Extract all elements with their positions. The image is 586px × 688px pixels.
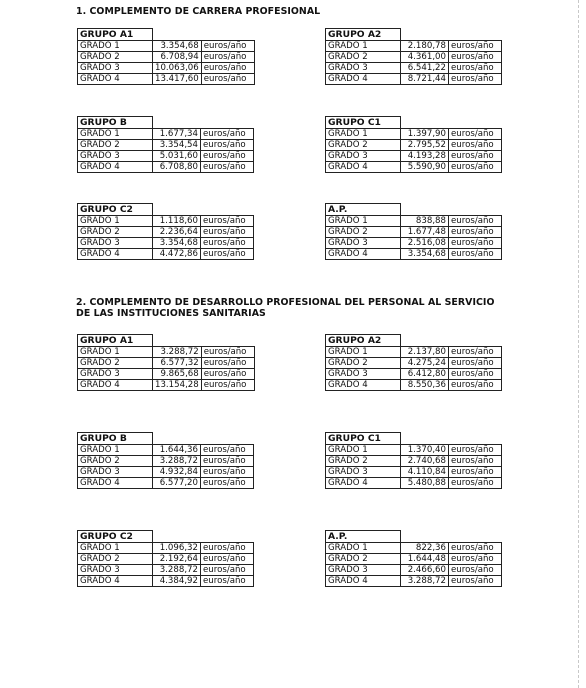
table-row — [78, 467, 254, 478]
group-name: GRUPO B — [78, 117, 153, 129]
table-row — [326, 478, 502, 489]
value-cell: 838,88 — [401, 216, 449, 227]
table-row — [326, 445, 502, 456]
table-row — [78, 554, 254, 565]
unit-cell: euros/año — [201, 249, 254, 260]
value-cell: 1.644,48 — [401, 554, 449, 565]
table-row — [326, 467, 502, 478]
grade-cell: GRADO 2 — [326, 456, 401, 467]
unit-cell: euros/año — [449, 63, 502, 74]
grade-cell: GRADO 3 — [326, 151, 401, 162]
table-row — [78, 369, 255, 380]
grade-cell: GRADO 3 — [78, 151, 153, 162]
grade-cell: GRADO 1 — [78, 41, 153, 52]
table-row — [78, 63, 255, 74]
group-table-s2-1 — [77, 334, 255, 391]
grade-cell: GRADO 4 — [326, 478, 401, 489]
grade-cell: GRADO 4 — [78, 74, 153, 85]
unit-cell: euros/año — [449, 565, 502, 576]
value-cell: 1.677,48 — [401, 227, 449, 238]
unit-cell: euros/año — [201, 63, 254, 74]
value-cell: 13.154,28 — [153, 380, 202, 391]
group-table-s1-3 — [77, 116, 254, 173]
value-cell: 4.275,24 — [401, 358, 449, 369]
table-row — [326, 74, 502, 85]
unit-cell: euros/año — [449, 347, 502, 358]
unit-cell: euros/año — [449, 41, 502, 52]
table-row — [326, 162, 502, 173]
group-header-row — [78, 531, 254, 543]
grade-cell: GRADO 2 — [78, 52, 153, 63]
table-row — [78, 347, 255, 358]
group-table-s1-6 — [325, 203, 502, 260]
grade-cell: GRADO 3 — [326, 63, 401, 74]
grade-cell: GRADO 4 — [78, 162, 153, 173]
value-cell: 5.590,90 — [401, 162, 449, 173]
unit-cell: euros/año — [449, 216, 502, 227]
table-row — [326, 456, 502, 467]
grade-cell: GRADO 2 — [326, 358, 401, 369]
unit-cell: euros/año — [201, 74, 254, 85]
value-cell: 3.354,68 — [153, 41, 202, 52]
grade-cell: GRADO 3 — [78, 369, 153, 380]
table-row — [78, 140, 254, 151]
unit-cell: euros/año — [449, 358, 502, 369]
grade-cell: GRADO 2 — [78, 227, 153, 238]
unit-cell: euros/año — [449, 576, 502, 587]
group-table-s1-4 — [325, 116, 502, 173]
table-row — [326, 543, 502, 554]
value-cell: 1.370,40 — [401, 445, 449, 456]
value-cell: 6.708,94 — [153, 52, 202, 63]
table-row — [326, 63, 502, 74]
grade-cell: GRADO 1 — [78, 216, 153, 227]
value-cell: 3.288,72 — [153, 456, 201, 467]
unit-cell: euros/año — [449, 129, 502, 140]
page-edge-divider — [578, 0, 579, 688]
unit-cell: euros/año — [201, 129, 254, 140]
value-cell: 9.865,68 — [153, 369, 202, 380]
unit-cell: euros/año — [449, 380, 502, 391]
unit-cell: euros/año — [201, 238, 254, 249]
section-2-title — [76, 297, 516, 319]
group-header-row — [326, 531, 502, 543]
unit-cell: euros/año — [201, 41, 254, 52]
group-header-row — [326, 117, 502, 129]
unit-cell: euros/año — [449, 74, 502, 85]
grade-cell: GRADO 4 — [326, 380, 401, 391]
table-row — [78, 74, 255, 85]
table-row — [326, 576, 502, 587]
table-row — [78, 478, 254, 489]
value-cell: 4.193,28 — [401, 151, 449, 162]
group-name: GRUPO C2 — [78, 531, 153, 543]
table-row — [326, 238, 502, 249]
group-name: GRUPO C1 — [326, 433, 401, 445]
unit-cell: euros/año — [449, 140, 502, 151]
grade-cell: GRADO 3 — [326, 238, 401, 249]
table-row — [78, 162, 254, 173]
grade-cell: GRADO 3 — [78, 565, 153, 576]
group-name: GRUPO C1 — [326, 117, 401, 129]
table-row — [78, 249, 254, 260]
value-cell: 3.354,68 — [401, 249, 449, 260]
value-cell: 10.063,06 — [153, 63, 202, 74]
value-cell: 4.932,84 — [153, 467, 201, 478]
table-row — [78, 129, 254, 140]
unit-cell: euros/año — [449, 162, 502, 173]
unit-cell: euros/año — [449, 369, 502, 380]
grade-cell: GRADO 3 — [78, 238, 153, 249]
unit-cell: euros/año — [201, 456, 254, 467]
section-1-title-line-1: 1. COMPLEMENTO DE CARRERA PROFESIONAL — [76, 6, 321, 17]
value-cell: 1.118,60 — [153, 216, 201, 227]
grade-cell: GRADO 1 — [326, 41, 401, 52]
grade-cell: GRADO 4 — [78, 576, 153, 587]
table-row — [78, 565, 254, 576]
table-row — [326, 358, 502, 369]
value-cell: 2.180,78 — [401, 41, 449, 52]
value-cell: 5.480,88 — [401, 478, 449, 489]
grade-cell: GRADO 1 — [326, 129, 401, 140]
grade-cell: GRADO 1 — [326, 445, 401, 456]
unit-cell: euros/año — [449, 554, 502, 565]
unit-cell: euros/año — [449, 456, 502, 467]
grade-cell: GRADO 4 — [326, 576, 401, 587]
unit-cell: euros/año — [201, 347, 254, 358]
value-cell: 2.192,64 — [153, 554, 201, 565]
unit-cell: euros/año — [449, 543, 502, 554]
group-table-s2-3 — [77, 432, 254, 489]
value-cell: 1.677,34 — [153, 129, 201, 140]
group-name: GRUPO A2 — [326, 29, 401, 41]
table-row — [78, 238, 254, 249]
group-table-s1-5 — [77, 203, 254, 260]
unit-cell: euros/año — [449, 478, 502, 489]
group-name: GRUPO A1 — [78, 29, 153, 41]
unit-cell: euros/año — [449, 249, 502, 260]
group-header-row — [326, 433, 502, 445]
grade-cell: GRADO 1 — [78, 347, 153, 358]
group-header-row — [78, 117, 254, 129]
grade-cell: GRADO 3 — [78, 467, 153, 478]
table-row — [78, 52, 255, 63]
unit-cell: euros/año — [449, 445, 502, 456]
grade-cell: GRADO 1 — [78, 445, 153, 456]
grade-cell: GRADO 1 — [326, 543, 401, 554]
value-cell: 3.288,72 — [153, 565, 201, 576]
grade-cell: GRADO 2 — [78, 140, 153, 151]
group-header-row — [78, 335, 255, 347]
value-cell: 2.516,08 — [401, 238, 449, 249]
grade-cell: GRADO 2 — [78, 456, 153, 467]
value-cell: 4.361,00 — [401, 52, 449, 63]
group-header-row — [326, 204, 502, 216]
value-cell: 822,36 — [401, 543, 449, 554]
group-table-s2-5 — [77, 530, 254, 587]
group-name: GRUPO A1 — [78, 335, 153, 347]
table-row — [326, 369, 502, 380]
table-row — [326, 554, 502, 565]
grade-cell: GRADO 2 — [326, 52, 401, 63]
value-cell: 3.288,72 — [401, 576, 449, 587]
group-table-s2-6 — [325, 530, 502, 587]
unit-cell: euros/año — [201, 358, 254, 369]
table-row — [78, 151, 254, 162]
grade-cell: GRADO 1 — [326, 347, 401, 358]
unit-cell: euros/año — [201, 445, 254, 456]
table-row — [78, 445, 254, 456]
group-table-s2-4 — [325, 432, 502, 489]
value-cell: 6.541,22 — [401, 63, 449, 74]
value-cell: 2.740,68 — [401, 456, 449, 467]
table-row — [326, 565, 502, 576]
grade-cell: GRADO 3 — [326, 467, 401, 478]
unit-cell: euros/año — [201, 140, 254, 151]
table-row — [78, 543, 254, 554]
unit-cell: euros/año — [201, 227, 254, 238]
group-table-s1-1 — [77, 28, 255, 85]
table-row — [78, 456, 254, 467]
table-row — [78, 576, 254, 587]
unit-cell: euros/año — [201, 467, 254, 478]
group-name: GRUPO B — [78, 433, 153, 445]
value-cell: 1.397,90 — [401, 129, 449, 140]
table-row — [326, 129, 502, 140]
value-cell: 6.708,80 — [153, 162, 201, 173]
value-cell: 1.644,36 — [153, 445, 201, 456]
value-cell: 3.288,72 — [153, 347, 202, 358]
unit-cell: euros/año — [201, 216, 254, 227]
table-row — [326, 227, 502, 238]
table-row — [78, 227, 254, 238]
unit-cell: euros/año — [201, 162, 254, 173]
unit-cell: euros/año — [449, 151, 502, 162]
unit-cell: euros/año — [201, 52, 254, 63]
group-name: GRUPO C2 — [78, 204, 153, 216]
table-row — [326, 347, 502, 358]
section-1-title — [76, 6, 516, 17]
table-row — [326, 140, 502, 151]
unit-cell: euros/año — [201, 151, 254, 162]
table-row — [326, 216, 502, 227]
grade-cell: GRADO 1 — [78, 129, 153, 140]
unit-cell: euros/año — [201, 380, 254, 391]
grade-cell: GRADO 4 — [326, 74, 401, 85]
group-header-row — [78, 29, 255, 41]
unit-cell: euros/año — [201, 565, 254, 576]
value-cell: 4.110,84 — [401, 467, 449, 478]
grade-cell: GRADO 2 — [78, 554, 153, 565]
grade-cell: GRADO 4 — [326, 162, 401, 173]
value-cell: 8.721,44 — [401, 74, 449, 85]
grade-cell: GRADO 3 — [78, 63, 153, 74]
group-header-row — [326, 335, 502, 347]
grade-cell: GRADO 2 — [326, 140, 401, 151]
group-name: A.P. — [326, 531, 401, 543]
table-row — [326, 52, 502, 63]
value-cell: 2.137,80 — [401, 347, 449, 358]
grade-cell: GRADO 4 — [78, 380, 153, 391]
group-table-s1-2 — [325, 28, 502, 85]
value-cell: 4.472,86 — [153, 249, 201, 260]
value-cell: 6.577,20 — [153, 478, 201, 489]
table-row — [326, 249, 502, 260]
unit-cell: euros/año — [201, 543, 254, 554]
grade-cell: GRADO 4 — [326, 249, 401, 260]
table-row — [326, 151, 502, 162]
grade-cell: GRADO 3 — [326, 369, 401, 380]
value-cell: 2.466,60 — [401, 565, 449, 576]
value-cell: 4.384,92 — [153, 576, 201, 587]
value-cell: 1.096,32 — [153, 543, 201, 554]
table-row — [326, 41, 502, 52]
group-header-row — [78, 204, 254, 216]
grade-cell: GRADO 2 — [326, 227, 401, 238]
value-cell: 3.354,68 — [153, 238, 201, 249]
unit-cell: euros/año — [201, 478, 254, 489]
grade-cell: GRADO 1 — [78, 543, 153, 554]
unit-cell: euros/año — [449, 227, 502, 238]
group-header-row — [326, 29, 502, 41]
grade-cell: GRADO 4 — [78, 249, 153, 260]
table-row — [78, 358, 255, 369]
group-header-row — [78, 433, 254, 445]
grade-cell: GRADO 2 — [326, 554, 401, 565]
unit-cell: euros/año — [201, 576, 254, 587]
table-row — [78, 41, 255, 52]
grade-cell: GRADO 2 — [78, 358, 153, 369]
group-name: A.P. — [326, 204, 401, 216]
group-table-s2-2 — [325, 334, 502, 391]
unit-cell: euros/año — [449, 467, 502, 478]
value-cell: 2.236,64 — [153, 227, 201, 238]
unit-cell: euros/año — [449, 238, 502, 249]
group-name: GRUPO A2 — [326, 335, 401, 347]
table-row — [326, 380, 502, 391]
grade-cell: GRADO 4 — [78, 478, 153, 489]
value-cell: 13.417,60 — [153, 74, 202, 85]
table-row — [78, 380, 255, 391]
section-2-title-line-2: DE LAS INSTITUCIONES SANITARIAS — [76, 308, 266, 319]
value-cell: 6.577,32 — [153, 358, 202, 369]
grade-cell: GRADO 1 — [326, 216, 401, 227]
value-cell: 5.031,60 — [153, 151, 201, 162]
value-cell: 6.412,80 — [401, 369, 449, 380]
section-2-title-line-1: 2. COMPLEMENTO DE DESARROLLO PROFESIONAL DEL PERSONAL AL SERVICIO — [76, 297, 495, 308]
table-row — [78, 216, 254, 227]
value-cell: 3.354,54 — [153, 140, 201, 151]
unit-cell: euros/año — [449, 52, 502, 63]
unit-cell: euros/año — [201, 554, 254, 565]
grade-cell: GRADO 3 — [326, 565, 401, 576]
value-cell: 8.550,36 — [401, 380, 449, 391]
value-cell: 2.795,52 — [401, 140, 449, 151]
unit-cell: euros/año — [201, 369, 254, 380]
